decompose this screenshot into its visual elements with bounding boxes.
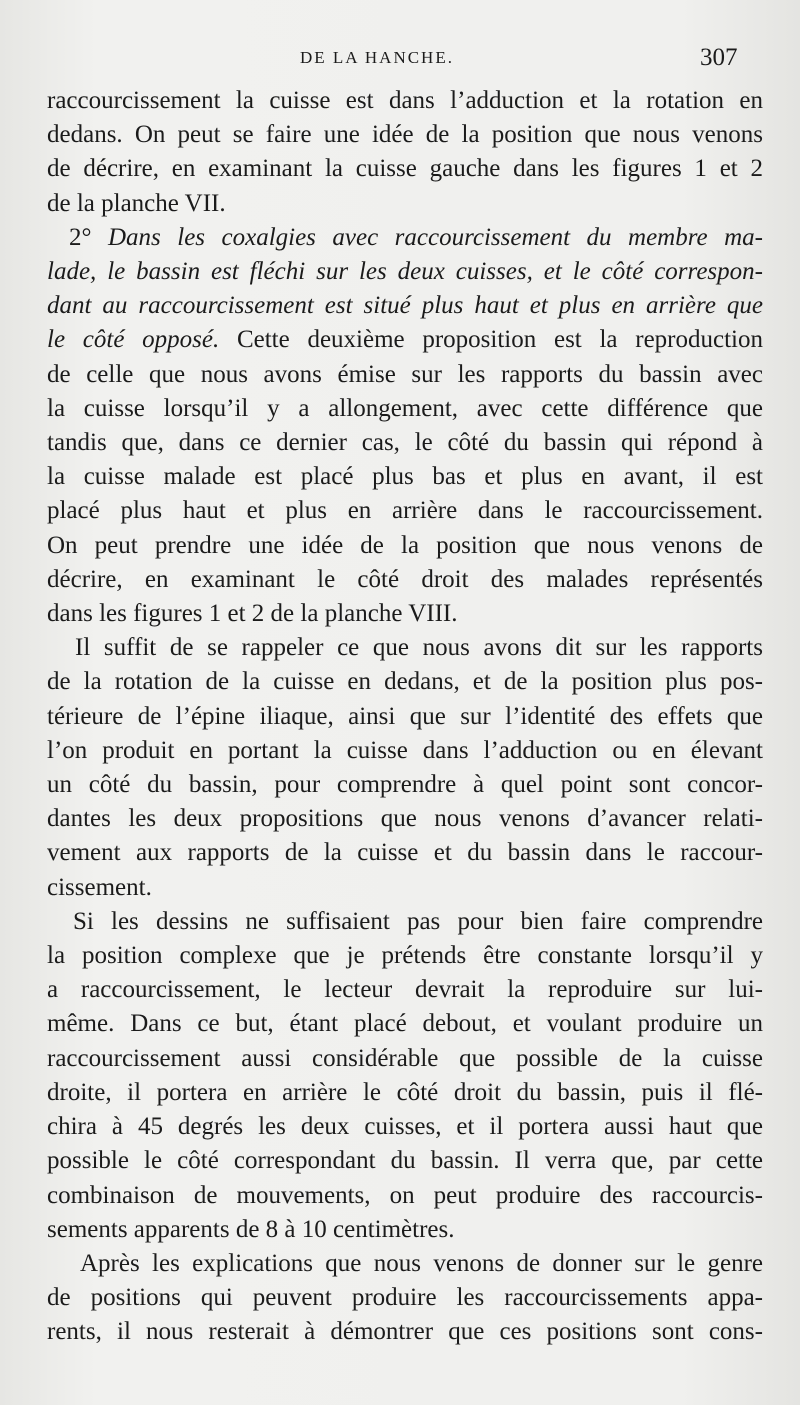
text-line: a raccourcissement, le lecteur devrait la reproduire sur lui- xyxy=(47,976,763,1004)
text-line: rents, il nous resterait à démontrer que ces positions sont cons- xyxy=(47,1318,763,1346)
text-line: On peut prendre une idée de la position que nous venons de xyxy=(47,531,763,559)
running-title: DE LA HANCHE. xyxy=(300,48,454,67)
paragraph-5 xyxy=(47,1247,763,1350)
text-line: de la rotation de la cuisse en dedans, et de la position plus pos- xyxy=(47,668,763,696)
italic-text: Dans les coxalgies avec raccourcissement du membre ma- xyxy=(107,223,763,251)
paragraph-1 xyxy=(47,84,763,221)
text-line: dant au raccourcissement est situé plus haut et plus en arrière que xyxy=(47,292,763,320)
text-line: de celle que nous avons émise sur les rapports du bassin avec xyxy=(47,360,763,388)
page-number: 307 xyxy=(700,44,738,71)
text-line: possible le côté correspondant du bassin. Il verra que, par cette xyxy=(47,1147,763,1175)
text-line: combinaison de mouvements, on peut produire des raccourcis- xyxy=(47,1181,763,1209)
text-line xyxy=(47,323,763,357)
proposition-number: 2° xyxy=(69,223,92,251)
text-line: sements apparents de 8 à 10 centimètres. xyxy=(47,1215,455,1243)
text-line: vement aux rapports de la cuisse et du bassin dans le raccour- xyxy=(47,839,763,867)
paragraph-4 xyxy=(47,905,763,1247)
page-header xyxy=(0,44,800,74)
text-line: droite, il portera en arrière le côté droit du bassin, puis il flé- xyxy=(47,1078,763,1106)
text-line: même. Dans ce but, étant placé debout, et voulant produire un xyxy=(47,1010,763,1038)
text-line: cissement. xyxy=(47,873,152,901)
text-line: de positions qui peuvent produire les raccourcissements appa- xyxy=(47,1284,763,1312)
text-line: un côté du bassin, pour comprendre à quel point sont concor- xyxy=(47,771,763,799)
paragraph-2 xyxy=(47,221,763,631)
text-line xyxy=(47,221,763,255)
text-line: de décrire, en examinant la cuisse gauche dans les figures 1 et 2 xyxy=(47,155,763,183)
text-line: décrire, en examinant le côté droit des malades représentés xyxy=(47,565,763,593)
text-line: la position complexe que je prétends être constante lorsqu’il y xyxy=(47,942,763,970)
italic-text: le côté opposé. xyxy=(47,326,220,354)
text-line: raccourcissement aussi considérable que possible de la cuisse xyxy=(47,1044,763,1072)
body-text xyxy=(47,84,763,1350)
text-line: la cuisse lorsqu’il y a allongement, avec cette différence que xyxy=(47,394,763,422)
text-line: Il suffit de se rappeler ce que nous avons dit sur les rapports xyxy=(75,634,763,662)
text-line: l’on produit en portant la cuisse dans l’adduction ou en élevant xyxy=(47,736,763,764)
text-line: térieure de l’épine iliaque, ainsi que sur l’identité des effets que xyxy=(47,702,763,730)
roman-text: Cette deuxième proposition est la reproduction xyxy=(236,326,763,354)
text-line: raccourcissement la cuisse est dans l’adduction et la rotation en xyxy=(47,87,763,114)
text-line: dantes les deux propositions que nous venons d’avancer relati- xyxy=(47,805,763,833)
text-line: chira à 45 degrés les deux cuisses, et il portera aussi haut que xyxy=(47,1113,763,1141)
text-line: placé plus haut et plus en arrière dans le raccourcissement. xyxy=(47,497,763,525)
text-line: de la planche VII. xyxy=(47,189,226,217)
text-line: tandis que, dans ce dernier cas, le côté du bassin qui répond à xyxy=(47,429,763,457)
text-line: la cuisse malade est placé plus bas et plus en avant, il est xyxy=(47,463,763,491)
text-line: dans les figures 1 et 2 de la planche VIII. xyxy=(47,600,458,628)
text-line: lade, le bassin est fléchi sur les deux cuisses, et le côté correspon- xyxy=(47,258,763,286)
text-line: Si les dessins ne suffisaient pas pour bien faire comprendre xyxy=(73,907,763,935)
text-line: dedans. On peut se faire une idée de la position que nous venons xyxy=(47,121,763,149)
paragraph-3 xyxy=(47,631,763,905)
text-line: Après les explications que nous venons de donner sur le genre xyxy=(80,1249,763,1277)
